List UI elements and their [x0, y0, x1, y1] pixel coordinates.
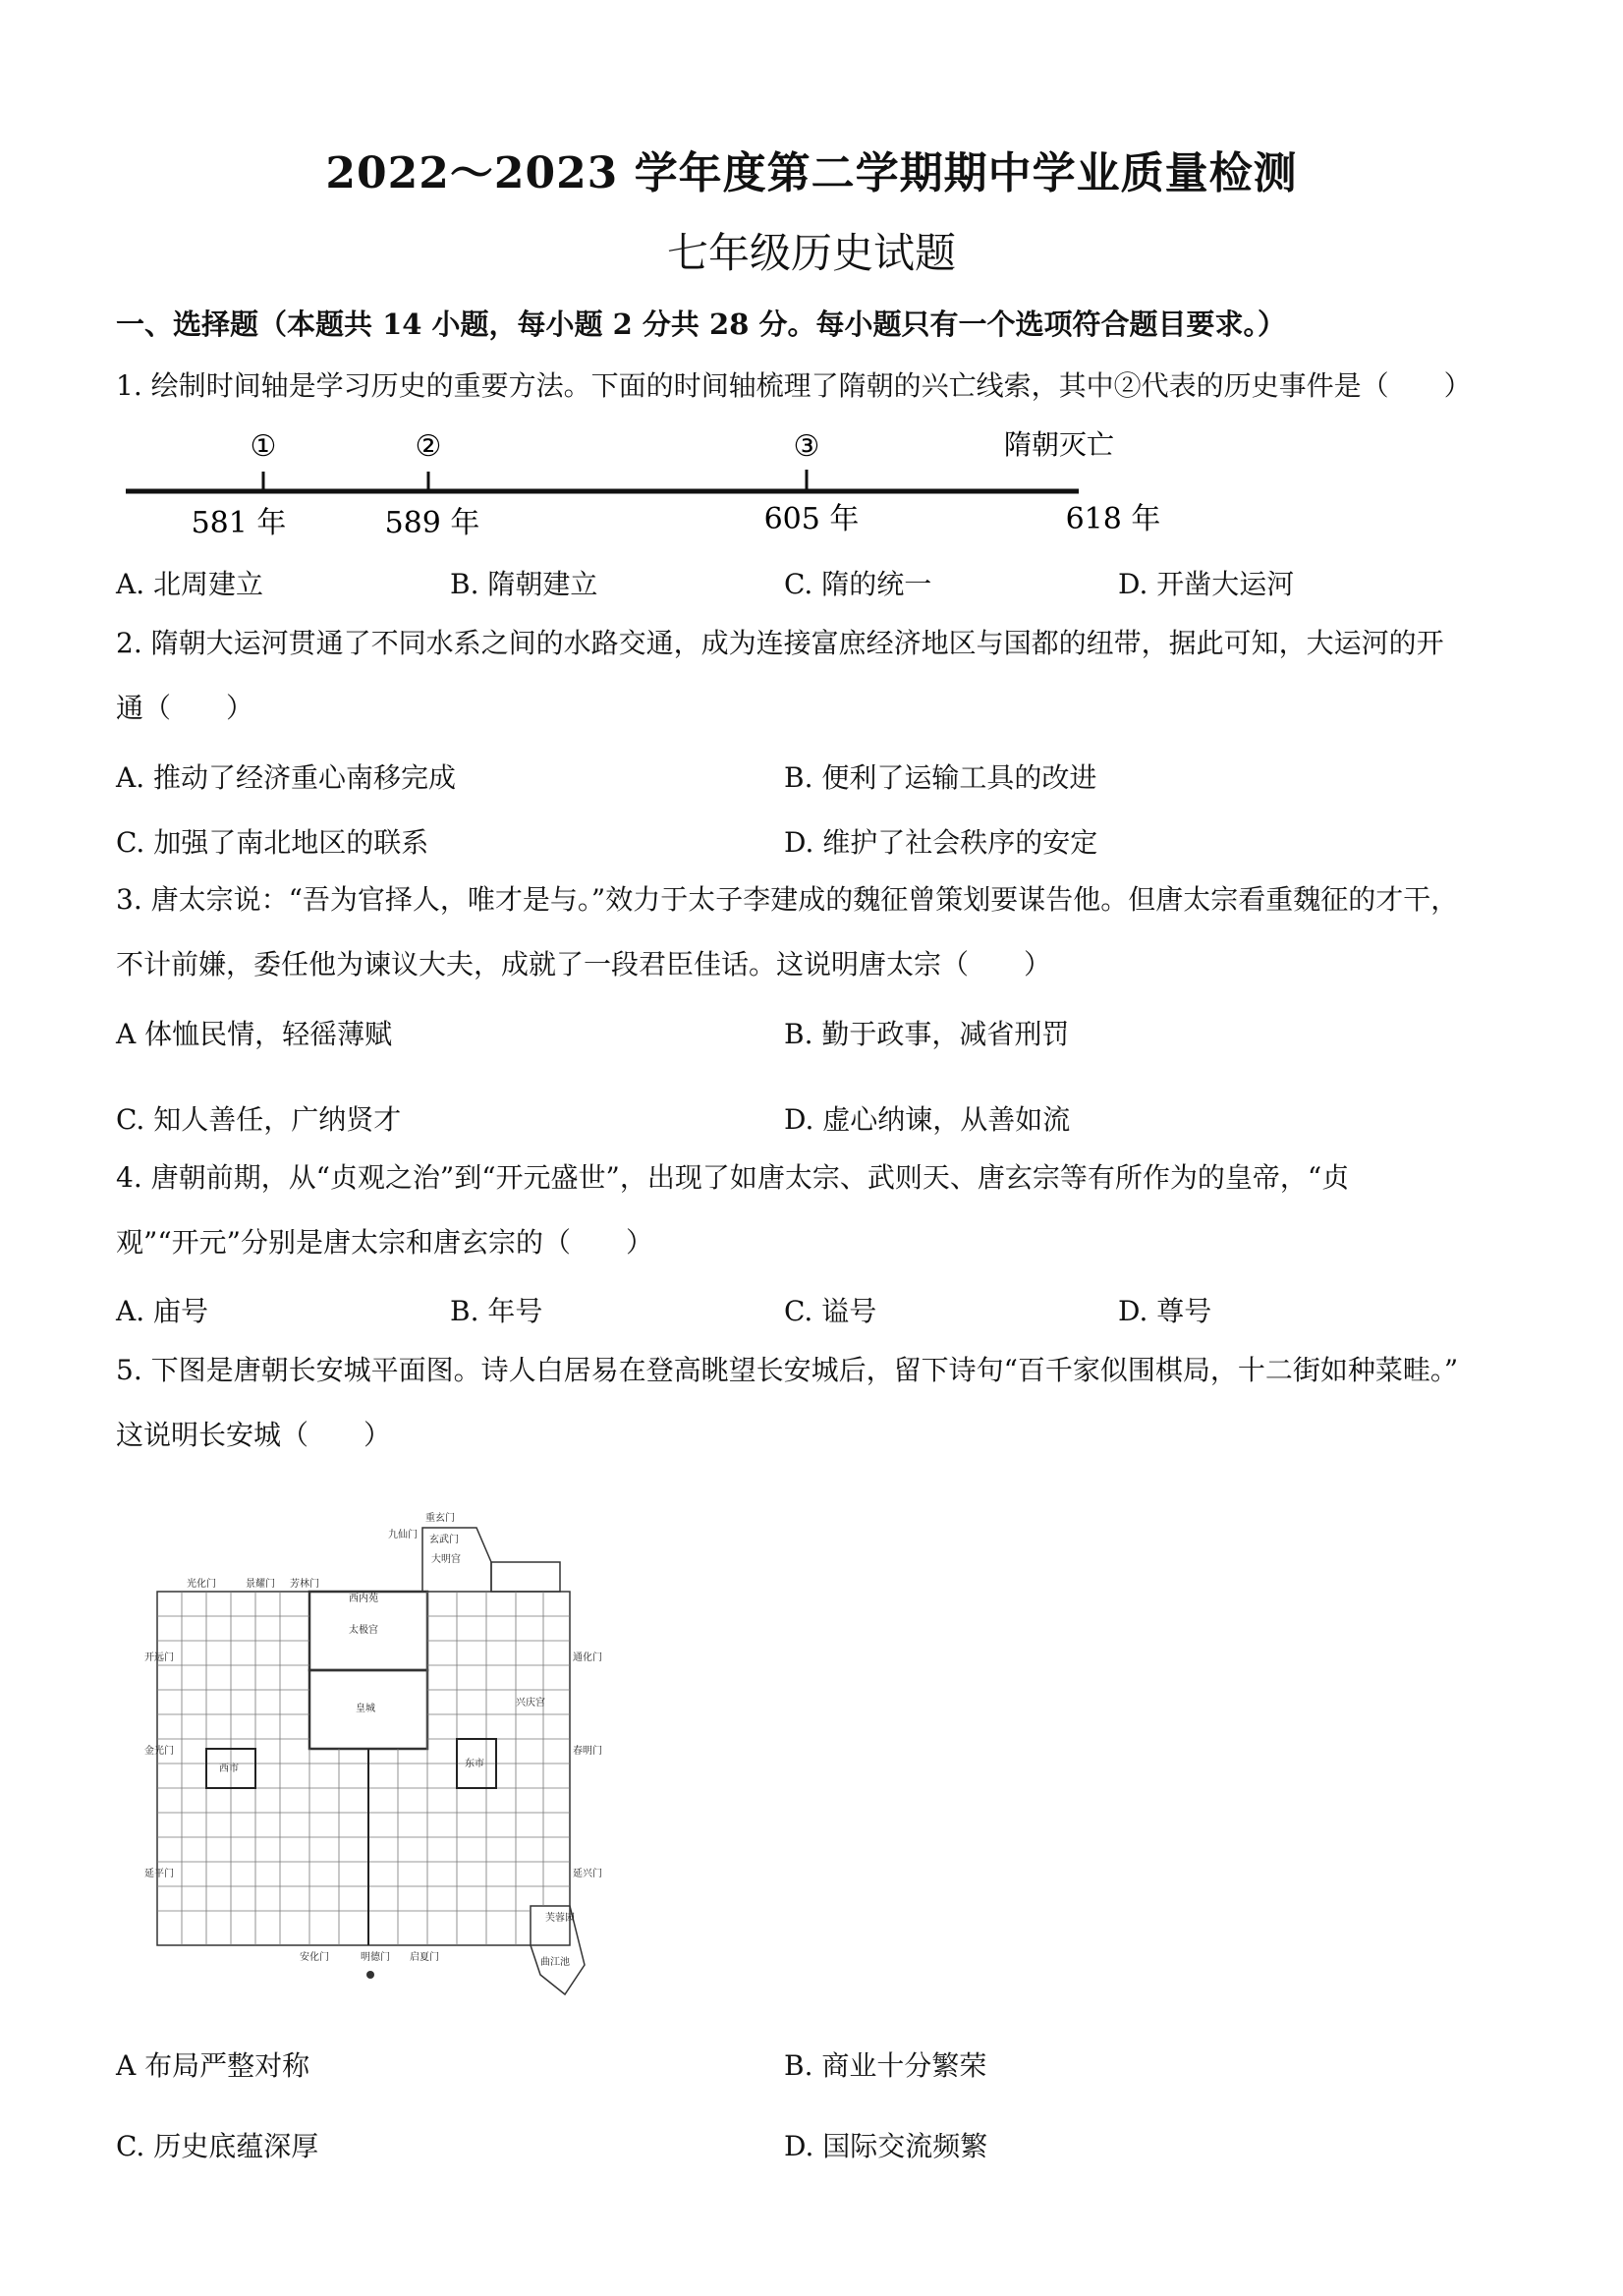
q5-option-a[interactable]: A 布局严整对称	[116, 2049, 310, 2082]
gate-tonghua: 通化门	[573, 1652, 602, 1663]
exam-subtitle: 七年级历史试题	[666, 229, 956, 277]
gate-yanxing: 延兴门	[573, 1869, 602, 1879]
question-5-stem-line2: 这说明长安城（ ）	[116, 1419, 392, 1451]
q5-option-c[interactable]: C. 历史底蕴深厚	[116, 2130, 319, 2162]
gate-yanping: 延平门	[144, 1869, 174, 1879]
q2-option-a[interactable]: A. 推动了经济重心南移完成	[116, 761, 457, 794]
year-581: 581 年	[191, 506, 287, 540]
question-2-stem-line1: 2. 隋朝大运河贯通了不同水系之间的水路交通，成为连接富庶经济地区与国都的纽带，据此可知，大运河的开	[116, 627, 1444, 659]
gate-chunming: 春明门	[573, 1746, 602, 1757]
question-5-stem-line1: 5. 下图是唐朝长安城平面图。诗人白居易在登高眺望长安城后，留下诗句“百千家似围棋局，十二街如种菜畦。”	[116, 1354, 1459, 1386]
gate-jingyao: 景耀门	[246, 1579, 275, 1590]
area-huangcheng: 皇城	[356, 1704, 375, 1714]
question-2-stem-line2: 通（ ）	[116, 692, 254, 724]
q1-option-b[interactable]: B. 隋朝建立	[450, 568, 598, 600]
q1-option-c[interactable]: C. 隋的统一	[784, 568, 932, 600]
timeline-figure	[116, 422, 1197, 550]
marker-sui-fall: 隋朝灭亡	[1003, 428, 1115, 461]
year-589: 589 年	[384, 506, 480, 540]
gate-xuanwu: 玄武门	[429, 1535, 459, 1545]
marker-3: ③	[793, 429, 820, 464]
year-618: 618 年	[1065, 502, 1161, 536]
q2-option-d[interactable]: D. 维护了社会秩序的安定	[784, 826, 1098, 859]
gate-fanglin: 芳林门	[290, 1579, 319, 1590]
marker-1: ①	[250, 429, 277, 464]
gate-mingde: 明德门	[361, 1952, 390, 1963]
exam-title: 2022～2023 学年度第二学期期中学业质量检测	[325, 148, 1298, 198]
q3-option-b[interactable]: B. 勤于政事，减省刑罚	[784, 1018, 1070, 1050]
area-dongshi: 东市	[465, 1759, 484, 1769]
q5-option-b[interactable]: B. 商业十分繁荣	[784, 2049, 987, 2082]
timeline-svg	[116, 422, 1197, 550]
q5-option-d[interactable]: D. 国际交流频繁	[784, 2130, 988, 2162]
question-4-stem-line2: 观”“开元”分别是唐太宗和唐玄宗的（ ）	[116, 1226, 653, 1259]
q1-option-d[interactable]: D. 开凿大运河	[1118, 568, 1295, 600]
area-furong: 芙蓉园	[545, 1913, 575, 1924]
q3-option-c[interactable]: C. 知人善任，广纳贤才	[116, 1103, 402, 1136]
area-xishi: 西市	[219, 1764, 239, 1774]
area-xineiyuan: 西内苑	[349, 1594, 378, 1604]
q2-option-c[interactable]: C. 加强了南北地区的联系	[116, 826, 429, 859]
marker-2: ②	[415, 429, 442, 464]
question-1-stem: 1. 绘制时间轴是学习历史的重要方法。下面的时间轴梳理了隋朝的兴亡线索，其中②代表的历史事件是（ ）	[116, 369, 1472, 402]
gate-anhua: 安化门	[300, 1952, 329, 1963]
q1-option-a[interactable]: A. 北周建立	[116, 568, 264, 600]
changan-city-map	[144, 1503, 614, 2004]
gate-jiuxian: 九仙门	[388, 1530, 418, 1540]
q4-option-a[interactable]: A. 庙号	[116, 1295, 209, 1327]
q4-option-c[interactable]: C. 谥号	[784, 1295, 877, 1327]
gate-jinguang: 金光门	[144, 1746, 174, 1757]
area-daming: 大明宫	[431, 1554, 461, 1565]
question-3-stem-line1: 3. 唐太宗说：“吾为官择人，唯才是与。”效力于太子李建成的魏征曾策划要谋告他。但唐太宗看重魏征的才干，	[116, 883, 1459, 916]
gate-kaiyuan: 开远门	[144, 1652, 174, 1663]
question-4-stem-line1: 4. 唐朝前期，从“贞观之治”到“开元盛世”，出现了如唐太宗、武则天、唐玄宗等有所作为的皇帝，“贞	[116, 1161, 1350, 1194]
q2-option-b[interactable]: B. 便利了运输工具的改进	[784, 761, 1097, 794]
area-taiji: 太极宫	[349, 1625, 378, 1636]
changan-map-svg	[144, 1503, 614, 2004]
question-3-stem-line2: 不计前嫌，委任他为谏议大夫，成就了一段君臣佳话。这说明唐太宗（ ）	[116, 948, 1052, 980]
q3-option-d[interactable]: D. 虚心纳谏，从善如流	[784, 1103, 1071, 1136]
year-605: 605 年	[763, 502, 860, 536]
area-qujiang: 曲江池	[540, 1957, 570, 1968]
gate-qixia: 启夏门	[410, 1952, 439, 1963]
q4-option-b[interactable]: B. 年号	[450, 1295, 543, 1327]
section-heading: 一、选择题（本题共 14 小题，每小题 2 分共 28 分。每小题只有一个选项符合题目要求。）	[116, 308, 1286, 341]
gate-guanghua: 光化门	[187, 1579, 216, 1590]
area-xingqing: 兴庆宫	[516, 1698, 545, 1708]
gate-chongxuan: 重玄门	[425, 1513, 455, 1524]
q3-option-a[interactable]: A 体恤民情，轻徭薄赋	[116, 1018, 393, 1050]
q4-option-d[interactable]: D. 尊号	[1118, 1295, 1212, 1327]
